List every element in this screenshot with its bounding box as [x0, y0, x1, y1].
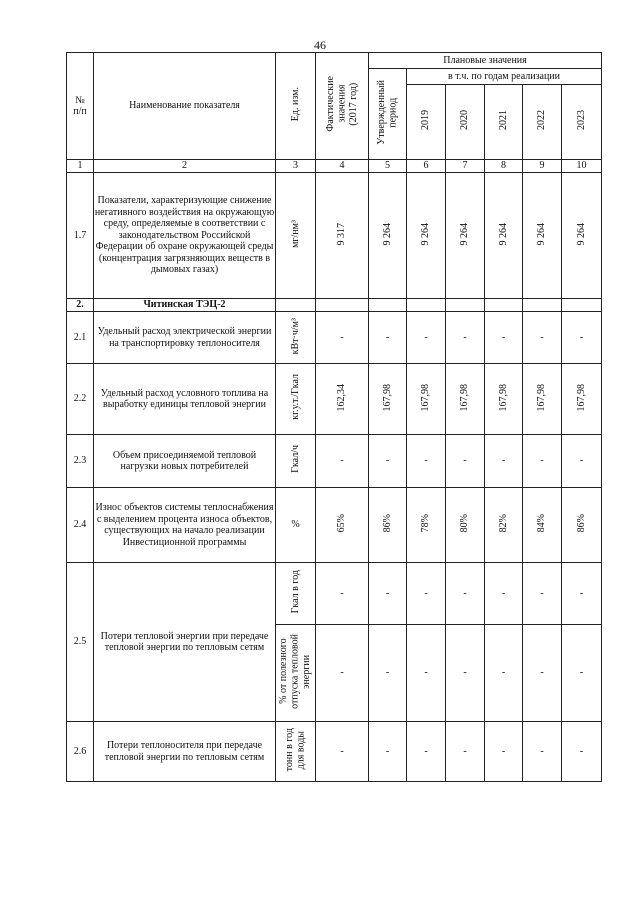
value-cell: -: [407, 625, 446, 722]
section-title: Читинская ТЭЦ-2: [94, 299, 276, 312]
column-number: 8: [485, 160, 523, 173]
table-row: [67, 364, 602, 435]
value-cell: -: [369, 625, 407, 722]
value-cell: -: [369, 435, 407, 488]
value-cell: -: [562, 625, 602, 722]
indicator-name: Удельный расход условного топлива на выработку единицы тепловой энергии: [94, 364, 276, 435]
value-cell: -: [446, 312, 485, 364]
value-cell: -: [369, 722, 407, 782]
value-cell: -: [316, 722, 369, 782]
value-cell: -: [446, 435, 485, 488]
header-year: 2020: [446, 85, 485, 160]
value-cell: -: [523, 312, 562, 364]
column-number: 7: [446, 160, 485, 173]
column-numbers-row: [67, 160, 602, 173]
value-cell: 9 264: [369, 173, 407, 299]
unit-cell: % от полезного отпуска тепловой энергии: [276, 625, 316, 722]
value-cell: -: [316, 625, 369, 722]
unit-cell: тонн в год для воды: [276, 722, 316, 782]
value-cell: 78%: [407, 488, 446, 563]
table-row: [67, 722, 602, 782]
column-number: 4: [316, 160, 369, 173]
row-number: 2.1: [67, 312, 94, 364]
row-number: 2.4: [67, 488, 94, 563]
value-cell: -: [369, 563, 407, 625]
header-by-years: в т.ч. по годам реализации: [407, 69, 602, 85]
value-cell: -: [562, 312, 602, 364]
value-cell: 9 264: [523, 173, 562, 299]
header-unit: Ед. изм.: [276, 53, 316, 160]
value-cell: -: [369, 312, 407, 364]
row-number: 2.6: [67, 722, 94, 782]
row-number: 2.5: [67, 563, 94, 722]
value-cell: -: [446, 563, 485, 625]
header-approved: Утвержденный период: [369, 69, 407, 160]
value-cell: -: [316, 435, 369, 488]
value-cell: 167,98: [369, 364, 407, 435]
section-row: [67, 299, 602, 312]
header-num: № п/п: [67, 53, 94, 160]
value-cell: -: [562, 435, 602, 488]
value-cell: -: [316, 563, 369, 625]
indicator-name: Износ объектов системы теплоснабжения с выделением процента износа объектов, существующих на начало реализации Инвестиционной программы: [94, 488, 276, 563]
table-row: [67, 563, 602, 625]
value-cell: -: [485, 625, 523, 722]
value-cell: -: [485, 722, 523, 782]
column-number: 9: [523, 160, 562, 173]
value-cell: -: [562, 722, 602, 782]
value-cell: 167,98: [446, 364, 485, 435]
value-cell: 167,98: [485, 364, 523, 435]
page-number: 46: [314, 38, 326, 52]
table-row: [67, 312, 602, 364]
value-cell: 84%: [523, 488, 562, 563]
column-number: 5: [369, 160, 407, 173]
header-name: Наименование показателя: [94, 53, 276, 160]
column-number: 6: [407, 160, 446, 173]
value-cell: -: [316, 312, 369, 364]
column-number: 3: [276, 160, 316, 173]
value-cell: 9 264: [562, 173, 602, 299]
value-cell: 167,98: [407, 364, 446, 435]
value-cell: 167,98: [562, 364, 602, 435]
value-cell: -: [485, 435, 523, 488]
value-cell: -: [485, 563, 523, 625]
section-number: 2.: [67, 299, 94, 312]
indicator-name: Объем присоединяемой тепловой нагрузки новых потребителей: [94, 435, 276, 488]
value-cell: 65%: [316, 488, 369, 563]
value-cell: 86%: [562, 488, 602, 563]
column-number: 1: [67, 160, 94, 173]
value-cell: 9 317: [316, 173, 369, 299]
header-year: 2023: [562, 85, 602, 160]
column-number: 2: [94, 160, 276, 173]
value-cell: -: [562, 563, 602, 625]
indicator-name: Потери теплоносителя при передаче тепловой энергии по тепловым сетям: [94, 722, 276, 782]
value-cell: -: [407, 563, 446, 625]
table-row: [67, 435, 602, 488]
value-cell: -: [446, 722, 485, 782]
row-number: 1.7: [67, 173, 94, 299]
value-cell: 167,98: [523, 364, 562, 435]
header-year: 2019: [407, 85, 446, 160]
header-plan: Плановые значения: [369, 53, 602, 69]
value-cell: -: [446, 625, 485, 722]
value-cell: 9 264: [485, 173, 523, 299]
value-cell: -: [523, 625, 562, 722]
indicator-name: Удельный расход электрической энергии на транспортировку теплоносителя: [94, 312, 276, 364]
value-cell: -: [407, 312, 446, 364]
value-cell: 9 264: [446, 173, 485, 299]
header-year: 2021: [485, 85, 523, 160]
indicator-name: Потери тепловой энергии при передаче тепловой энергии по тепловым сетям: [94, 563, 276, 722]
unit-cell: Гкал в год: [276, 563, 316, 625]
value-cell: 82%: [485, 488, 523, 563]
header-fact: Фактические значения (2017 год): [316, 53, 369, 160]
unit-cell: %: [276, 488, 316, 563]
value-cell: -: [523, 435, 562, 488]
header-year: 2022: [523, 85, 562, 160]
value-cell: -: [407, 722, 446, 782]
unit-cell: Гкал/ч: [276, 435, 316, 488]
unit-cell: мг/нм³: [276, 173, 316, 299]
row-number: 2.2: [67, 364, 94, 435]
unit-cell: кВт·ч/м³: [276, 312, 316, 364]
table-row: [67, 173, 602, 299]
unit-cell: кг.у.т./Гкал: [276, 364, 316, 435]
value-cell: 162,34: [316, 364, 369, 435]
value-cell: 86%: [369, 488, 407, 563]
value-cell: -: [523, 722, 562, 782]
column-number: 10: [562, 160, 602, 173]
value-cell: 80%: [446, 488, 485, 563]
indicator-name: Показатели, характеризующие снижение негативного воздействия на окружающую среду, определяемые в соответствии с законодательством Российской Федерации об охране окружающей среды (концентрация загрязняющих веществ в дымовых газах): [94, 173, 276, 299]
value-cell: -: [407, 435, 446, 488]
table-row: [67, 488, 602, 563]
value-cell: 9 264: [407, 173, 446, 299]
value-cell: -: [523, 563, 562, 625]
value-cell: -: [485, 312, 523, 364]
row-number: 2.3: [67, 435, 94, 488]
indicators-table: [66, 52, 602, 782]
